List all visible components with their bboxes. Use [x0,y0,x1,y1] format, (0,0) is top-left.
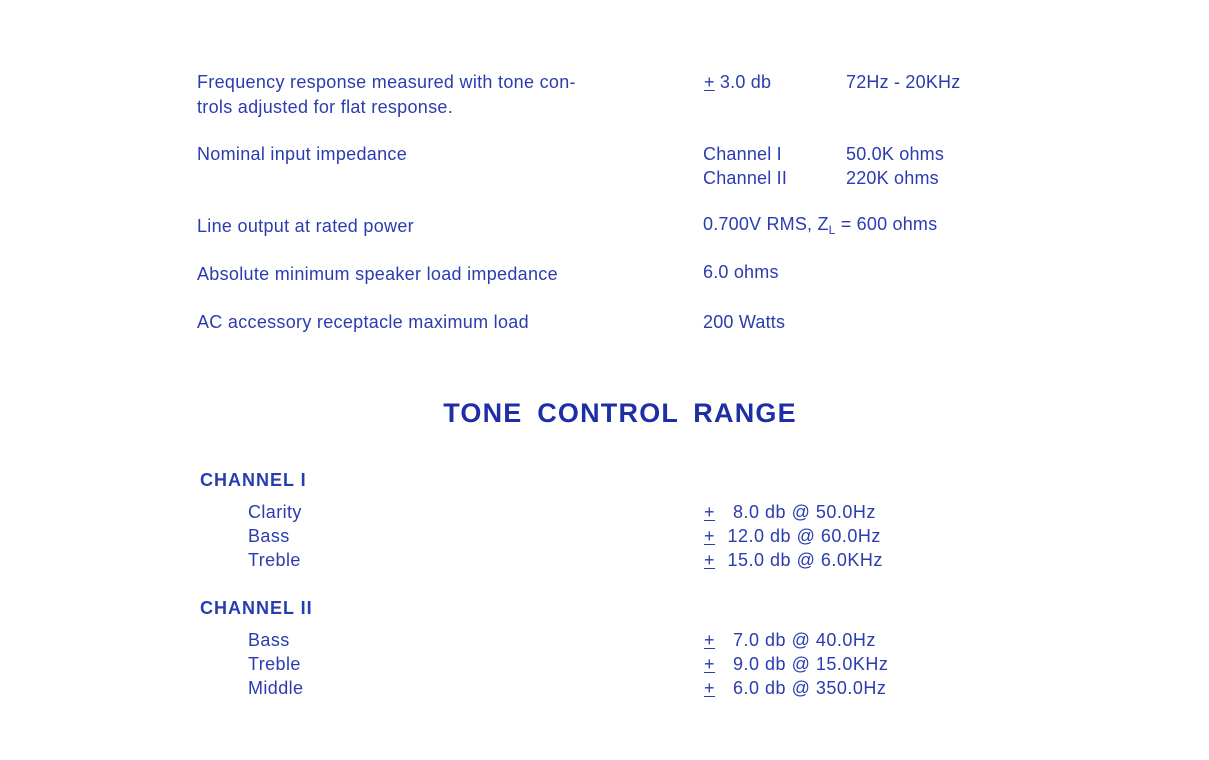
channel1-clarity-label: Clarity [248,502,302,522]
line-output-prefix: 0.700V RMS, Z [703,214,829,234]
ac-receptacle-label: AC accessory receptacle maximum load [197,312,529,332]
channel1-treble-value [704,548,883,572]
tone-control-title: TONE CONTROL RANGE [443,398,797,428]
channel1-bass-db: 12.0 db @ 60.0Hz [727,526,881,546]
ac-receptacle-value: 200 Watts [703,312,786,332]
plus-minus-sign: + [704,678,716,698]
channel1-treble-db: 15.0 db @ 6.0KHz [727,550,883,570]
freq-response-range: 72Hz - 20KHz [846,72,961,92]
channel1-impedance: 50.0K ohms [846,144,945,164]
line-output-label: Line output at rated power [197,216,414,236]
speaker-load-label: Absolute minimum speaker load impedance [197,264,558,284]
channel2-middle-label: Middle [248,678,304,698]
channel2-bass-value [704,628,876,652]
freq-response-db: 3.0 db [714,72,772,92]
plus-minus-sign: + [704,550,716,570]
channel2-treble-value [704,652,888,676]
freq-response-label-line2: trols adjusted for flat response. [197,97,454,117]
plus-minus-sign: + [704,654,716,674]
plus-minus-sign: + [704,502,716,522]
plus-minus-sign: + [704,526,716,546]
channel1-clarity-value [704,500,876,524]
channel2-heading: CHANNEL II [200,598,313,618]
channel2-treble-label: Treble [248,654,301,674]
input-impedance-label: Nominal input impedance [197,144,408,164]
channel2-impedance: 220K ohms [846,168,939,188]
channel1-bass-value [704,524,881,548]
speaker-load-value: 6.0 ohms [703,262,779,282]
channel2-bass-label: Bass [248,630,290,650]
channel2-middle-db: 6.0 db @ 350.0Hz [727,678,887,698]
plus-minus-sign: + [704,72,715,92]
plus-minus-sign: + [704,630,716,650]
channel1-treble-label: Treble [248,550,301,570]
line-output-subscript: L [828,223,836,237]
line-output-value [703,212,937,242]
freq-response-label-line1: Frequency response measured with tone con- [197,72,576,92]
freq-response-value [704,70,771,94]
channel1-clarity-db: 8.0 db @ 50.0Hz [727,502,876,522]
channel2-treble-db: 9.0 db @ 15.0KHz [727,654,889,674]
channel2-name: Channel II [703,168,788,188]
line-output-suffix: = 600 ohms [835,214,938,234]
channel1-heading: CHANNEL I [200,470,307,490]
channel2-bass-db: 7.0 db @ 40.0Hz [727,630,876,650]
channel1-bass-label: Bass [248,526,290,546]
channel2-middle-value [704,676,886,700]
channel1-name: Channel I [703,144,782,164]
